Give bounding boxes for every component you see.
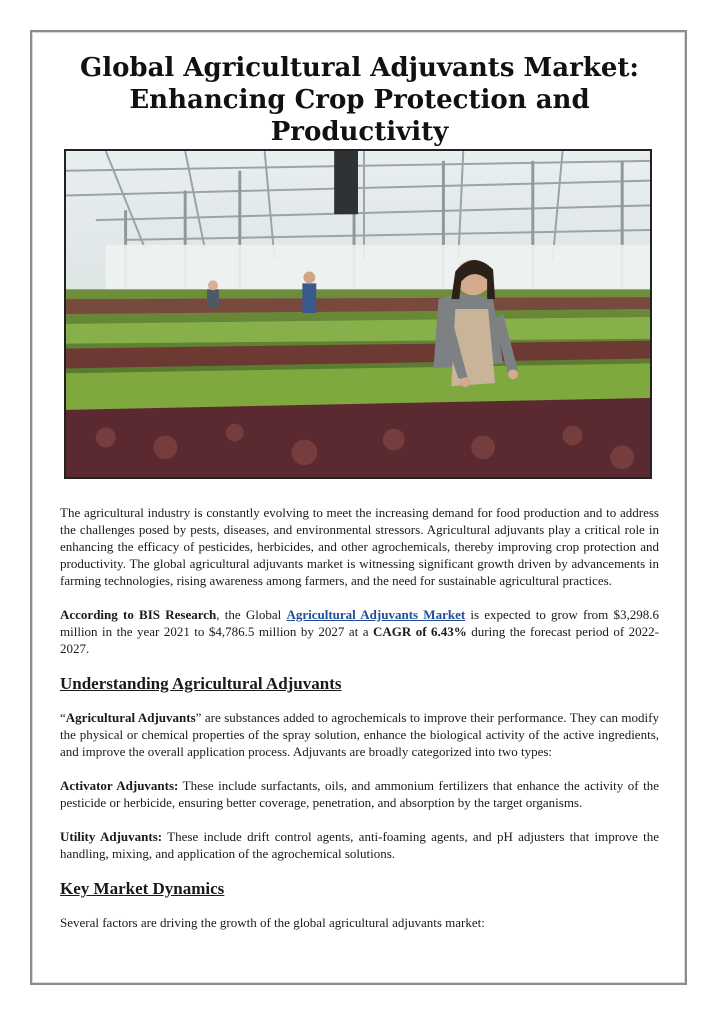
page-title: Global Agricultural Adjuvants Market: Enhancing Crop Protection and Productivity <box>79 53 639 147</box>
forecast-paragraph <box>60 606 659 657</box>
hanging-fixture <box>334 151 358 214</box>
dynamics-paragraph: Several factors are driving the growth of the global agricultural adjuvants market: <box>60 915 485 930</box>
source-label: According to BIS Research <box>60 607 217 622</box>
open-quote: “ <box>60 710 66 725</box>
forecast-text-a: , the Global <box>216 607 287 622</box>
intro-paragraph: The agricultural industry is constantly evolving to meet the increasing demand for food production and to address the challenges posed by pests, diseases, and environmental stressors. Agricultural adjuvants play a critical role in enhancing the efficacy of pesticides, herbicides, and other agrochemicals, thereby improving crop protection and productivity. The global agricultural adjuvants market is witnessing significant growth driven by advancements in farming technologies, rising awareness among farmers, and the need for sustainable agricultural practices. <box>60 505 659 588</box>
cagr-value: CAGR of 6.43% <box>372 624 467 639</box>
article-body <box>60 504 659 948</box>
definition-paragraph <box>60 709 659 760</box>
activator-paragraph <box>60 777 659 811</box>
section-heading-dynamics: Key Market Dynamics <box>60 879 225 898</box>
greenhouse-photo <box>64 149 652 479</box>
activator-label: Activator Adjuvants: <box>60 778 179 793</box>
utility-label: Utility Adjuvants: <box>60 829 163 844</box>
market-link[interactable]: Agricultural Adjuvants Market <box>286 607 466 622</box>
utility-paragraph <box>60 828 659 862</box>
utility-text: These include drift control agents, anti-foaming agents, and pH adjusters that improve the handling, mixing, and application of the agrochemical solutions. <box>60 829 659 861</box>
section-heading-understanding: Understanding Agricultural Adjuvants <box>60 674 342 693</box>
greenhouse-illustration <box>66 151 650 477</box>
activator-text: These include surfactants, oils, and ammonium fertilizers that enhance the activity of the pesticide or herbicide, ensuring better coverage, penetration, and absorption by the target organisms. <box>60 778 659 810</box>
forecast-text-c: during the forecast period of 2022-2027. <box>60 624 659 656</box>
definition-text: ” are substances added to agrochemicals to improve their performance. They can modify the physical or chemical properties of the spray solution, enhance the biological activity of the active ingredients, and improve the overall application process. Adjuvants are broadly categorized into two types: <box>60 710 659 759</box>
forecast-text-b: is expected to grow from $3,298.6 million in the year 2021 to $4,786.5 million by 2027 at a <box>60 607 659 639</box>
adjuvants-term: Agricultural Adjuvants <box>65 710 196 725</box>
